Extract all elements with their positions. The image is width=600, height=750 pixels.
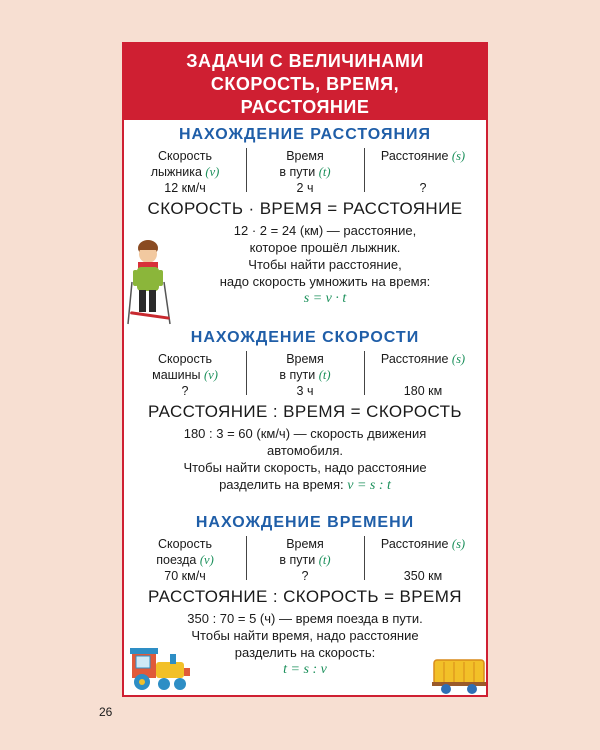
page-number: 26 <box>99 705 113 719</box>
explanation-line: которое прошёл лыжник. <box>249 240 401 255</box>
symbol: (v) <box>204 368 218 382</box>
distance-column <box>368 351 478 399</box>
column-label: Время <box>286 537 324 551</box>
column-label: лыжника <box>150 165 202 179</box>
explanation-line: Чтобы найти время, надо расстояние <box>191 628 419 643</box>
rule-formula: t = s : v <box>283 662 327 677</box>
title-line-1: ЗАДАЧИ С ВЕЛИЧИНАМИ <box>186 51 424 71</box>
column-value: 12 км/ч <box>164 181 206 195</box>
explanation <box>124 425 486 494</box>
divider <box>364 351 365 395</box>
skier-illustration <box>126 234 174 330</box>
data-table <box>124 534 486 584</box>
column-value: ? <box>419 181 427 195</box>
divider <box>246 536 247 580</box>
info-card <box>122 42 488 697</box>
title-line-3: РАССТОЯНИЕ <box>240 97 370 117</box>
symbol: (s) <box>451 149 466 163</box>
symbol: (v) <box>205 165 220 179</box>
column-value: 180 км <box>403 384 443 398</box>
column-label: поезда <box>156 553 197 567</box>
symbol: (t) <box>318 165 331 179</box>
column-value: 3 ч <box>296 384 314 398</box>
divider <box>246 351 247 395</box>
explanation-line: 180 : 3 = 60 (км/ч) — скорость движения <box>183 426 427 441</box>
explanation-line: надо скорость умножить на время: <box>219 274 431 289</box>
time-column <box>250 148 360 196</box>
data-table <box>124 349 486 399</box>
explanation-line: разделить на скорость: <box>234 645 376 660</box>
section-heading: НАХОЖДЕНИЕ СКОРОСТИ <box>190 329 420 346</box>
column-value: 2 ч <box>296 181 314 195</box>
column-label: Скорость <box>158 537 212 551</box>
section-heading: НАХОЖДЕНИЕ ВРЕМЕНИ <box>195 514 415 531</box>
column-label: Расстояние <box>380 149 449 163</box>
word-formula: РАССТОЯНИЕ : ВРЕМЯ = СКОРОСТЬ <box>148 402 462 421</box>
column-value: ? <box>181 384 189 398</box>
section-speed <box>124 327 486 494</box>
explanation-line: 350 : 70 = 5 (ч) — время поезда в пути. <box>187 611 423 626</box>
column-label: Расстояние <box>380 352 449 366</box>
column-label: машины <box>152 368 201 382</box>
symbol: (v) <box>199 553 214 567</box>
title-line-2: СКОРОСТЬ, ВРЕМЯ, <box>210 74 400 94</box>
column-label: Расстояние <box>380 537 449 551</box>
column-label: в пути <box>279 165 316 179</box>
divider <box>364 148 365 192</box>
page-title <box>124 44 486 120</box>
speed-column <box>130 351 240 399</box>
explanation-line: автомобиля. <box>266 443 343 458</box>
column-value: 350 км <box>403 569 443 583</box>
column-value: ? <box>301 569 309 583</box>
symbol: (s) <box>451 537 466 551</box>
column-label: в пути <box>279 553 316 567</box>
divider <box>364 536 365 580</box>
explanation-line: Чтобы найти скорость, надо расстояние <box>183 460 427 475</box>
word-formula: РАССТОЯНИЕ : СКОРОСТЬ = ВРЕМЯ <box>148 587 462 606</box>
word-formula: СКОРОСТЬ · ВРЕМЯ = РАССТОЯНИЕ <box>147 199 463 218</box>
column-value: 70 км/ч <box>164 569 206 583</box>
column-label: Время <box>286 352 324 366</box>
explanation-line: 12 · 2 = 24 (км) — расстояние, <box>233 223 417 238</box>
explanation-line: Чтобы найти расстояние, <box>248 257 402 272</box>
rule-formula: s = v · t <box>303 291 347 306</box>
explanation <box>124 222 486 307</box>
symbol: (t) <box>318 368 331 382</box>
speed-column <box>130 148 240 196</box>
distance-column <box>368 536 478 584</box>
section-heading: НАХОЖДЕНИЕ РАССТОЯНИЯ <box>178 126 432 143</box>
rule-formula: v = s : t <box>347 478 391 493</box>
wagon-illustration <box>432 658 486 696</box>
column-label: в пути <box>279 368 316 382</box>
distance-column <box>368 148 478 196</box>
time-column <box>250 351 360 399</box>
column-label: Скорость <box>158 149 212 163</box>
locomotive-illustration <box>128 642 194 694</box>
time-column <box>250 536 360 584</box>
data-table <box>124 146 486 196</box>
column-label: Время <box>286 149 324 163</box>
column-label: Скорость <box>158 352 212 366</box>
explanation-line: разделить на время: <box>219 477 344 492</box>
speed-column <box>130 536 240 584</box>
divider <box>246 148 247 192</box>
symbol: (s) <box>451 352 466 366</box>
section-distance <box>124 124 486 307</box>
symbol: (t) <box>318 553 331 567</box>
